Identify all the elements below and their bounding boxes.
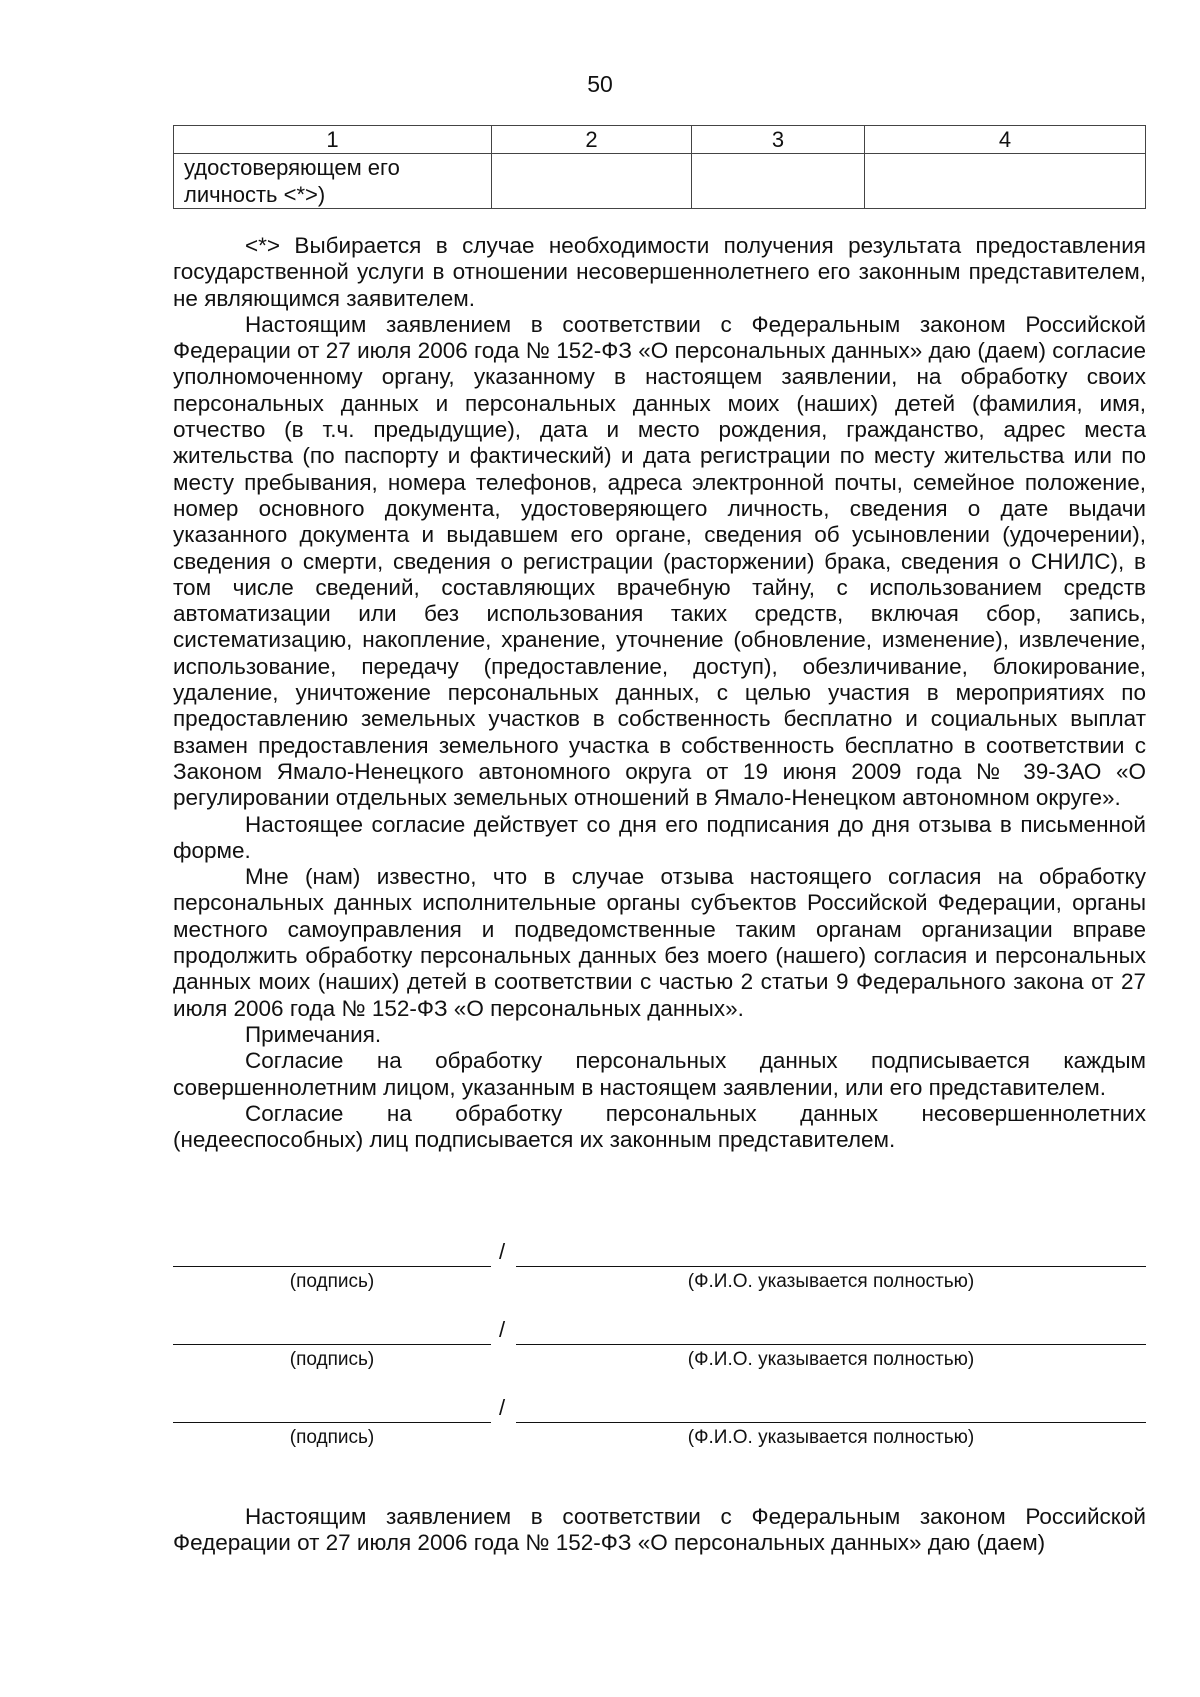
table-cell (865, 154, 1146, 209)
full-name-line (516, 1266, 1146, 1267)
repeated-consent-text (173, 1504, 1146, 1557)
signature-line (173, 1266, 491, 1267)
repeated-consent-paragraph: Настоящим заявлением в соответствии с Федеральным законом Российской Федерации от 27 июля 2006 года № 152-ФЗ «О персональных данных» даю (даем) (173, 1504, 1146, 1556)
full-name-line (516, 1422, 1146, 1423)
validity-paragraph: Настоящее согласие действует со дня его подписания до дня отзыва в письменной форме. (173, 811, 1146, 863)
signature-caption: (подпись) (289, 1271, 375, 1292)
table-row (174, 154, 1146, 209)
signature-separator: / (499, 1395, 506, 1420)
full-name-line (516, 1344, 1146, 1345)
table-cell (492, 154, 692, 209)
table-header-cell-1: 1 (174, 126, 492, 154)
signature-separator: / (499, 1317, 506, 1342)
table-cell: удостоверяющем его личность <*>) (174, 154, 492, 209)
withdrawal-paragraph: Мне (нам) известно, что в случае отзыва настоящего согласия на обработку персональных данных исполнительные органы субъектов Российской Федерации, органы местного самоуправления и подведомственные таким органам организации вправе продолжить обработку персональных данных без моего (нашего) согласия и персональных данных моих (наших) детей в соответствии с частью 2 статьи 9 Федерального закона от 27 июля 2006 года № 152-ФЗ «О персональных данных». (173, 864, 1146, 1021)
table-cell (692, 154, 865, 209)
signature-caption: (подпись) (289, 1349, 375, 1370)
table-header-cell-3: 3 (692, 126, 865, 154)
signature-caption: (подпись) (289, 1427, 375, 1448)
signature-row (173, 1314, 1146, 1374)
note-minors-paragraph: Согласие на обработку персональных данных несовершеннолетних (недееспособных) лиц подписывается их законным представителем. (173, 1100, 1146, 1153)
footnote-paragraph: <*> Выбирается в случае необходимости получения результата предоставления государственной услуги в отношении несовершеннолетнего его законным представителем, не являющимся заявителем. (173, 233, 1146, 311)
table-header-row (174, 126, 1146, 154)
page-number: 50 (587, 71, 613, 97)
signature-separator: / (499, 1239, 506, 1264)
consent-text (173, 233, 1146, 1153)
signature-row (173, 1392, 1146, 1452)
signature-line (173, 1422, 491, 1423)
signature-line (173, 1344, 491, 1345)
table-header-cell-2: 2 (492, 126, 692, 154)
notes-heading: Примечания. (245, 1021, 382, 1047)
consent-paragraph: Настоящим заявлением в соответствии с Федеральным законом Российской Федерации от 27 июля 2006 года № 152-ФЗ «О персональных данных» даю (даем) согласие уполномоченному органу, указанному в настоящем заявлении, на обработку своих персональных данных и персональных данных моих (наших) детей (фамилия, имя, отчество (в т.ч. предыдущие), дата и место рождения, гражданство, адрес места жительства (по паспорту и фактический) и дата регистрации по месту жительства или по месту пребывания, номера телефонов, адреса электронной почты, семейное положение, номер основного документа, удостоверяющего личность, сведения о дате выдачи указанного документа и выдавшем его органе, сведения об усыновлении (удочерении), сведения о смерти, сведения о регистрации (расторжении) брака, сведения о СНИЛС), в том числе сведений, составляющих врачебную тайну, с использованием средств автоматизации или без использования таких средств, включая сбор, запись, систематизацию, накопление, хранение, уточнение (обновление, изменение), извлечение, использование, передачу (предоставление, доступ), обезличивание, блокирование, удаление, уничтожение персональных данных, с целью участия в мероприятиях по предоставлению земельных участков в собственность бесплатно и социальных выплат взамен предоставления земельного участка в собственность бесплатно в соответствии с Законом Ямало-Ненецкого автономного округа от 19 июня 2009 года № 39-ЗАО «О регулировании отдельных земельных отношений в Ямало-Ненецком автономном округе». (173, 311, 1146, 811)
continued-table (173, 125, 1146, 209)
table-header-cell-4: 4 (865, 126, 1146, 154)
full-name-caption: (Ф.И.О. указывается полностью) (687, 1427, 975, 1448)
full-name-caption: (Ф.И.О. указывается полностью) (687, 1271, 975, 1292)
full-name-caption: (Ф.И.О. указывается полностью) (687, 1349, 975, 1370)
note-adults-paragraph: Согласие на обработку персональных данных подписывается каждым совершеннолетним лицом, указанным в настоящем заявлении, или его представителем. (173, 1048, 1146, 1100)
signature-row (173, 1236, 1146, 1296)
